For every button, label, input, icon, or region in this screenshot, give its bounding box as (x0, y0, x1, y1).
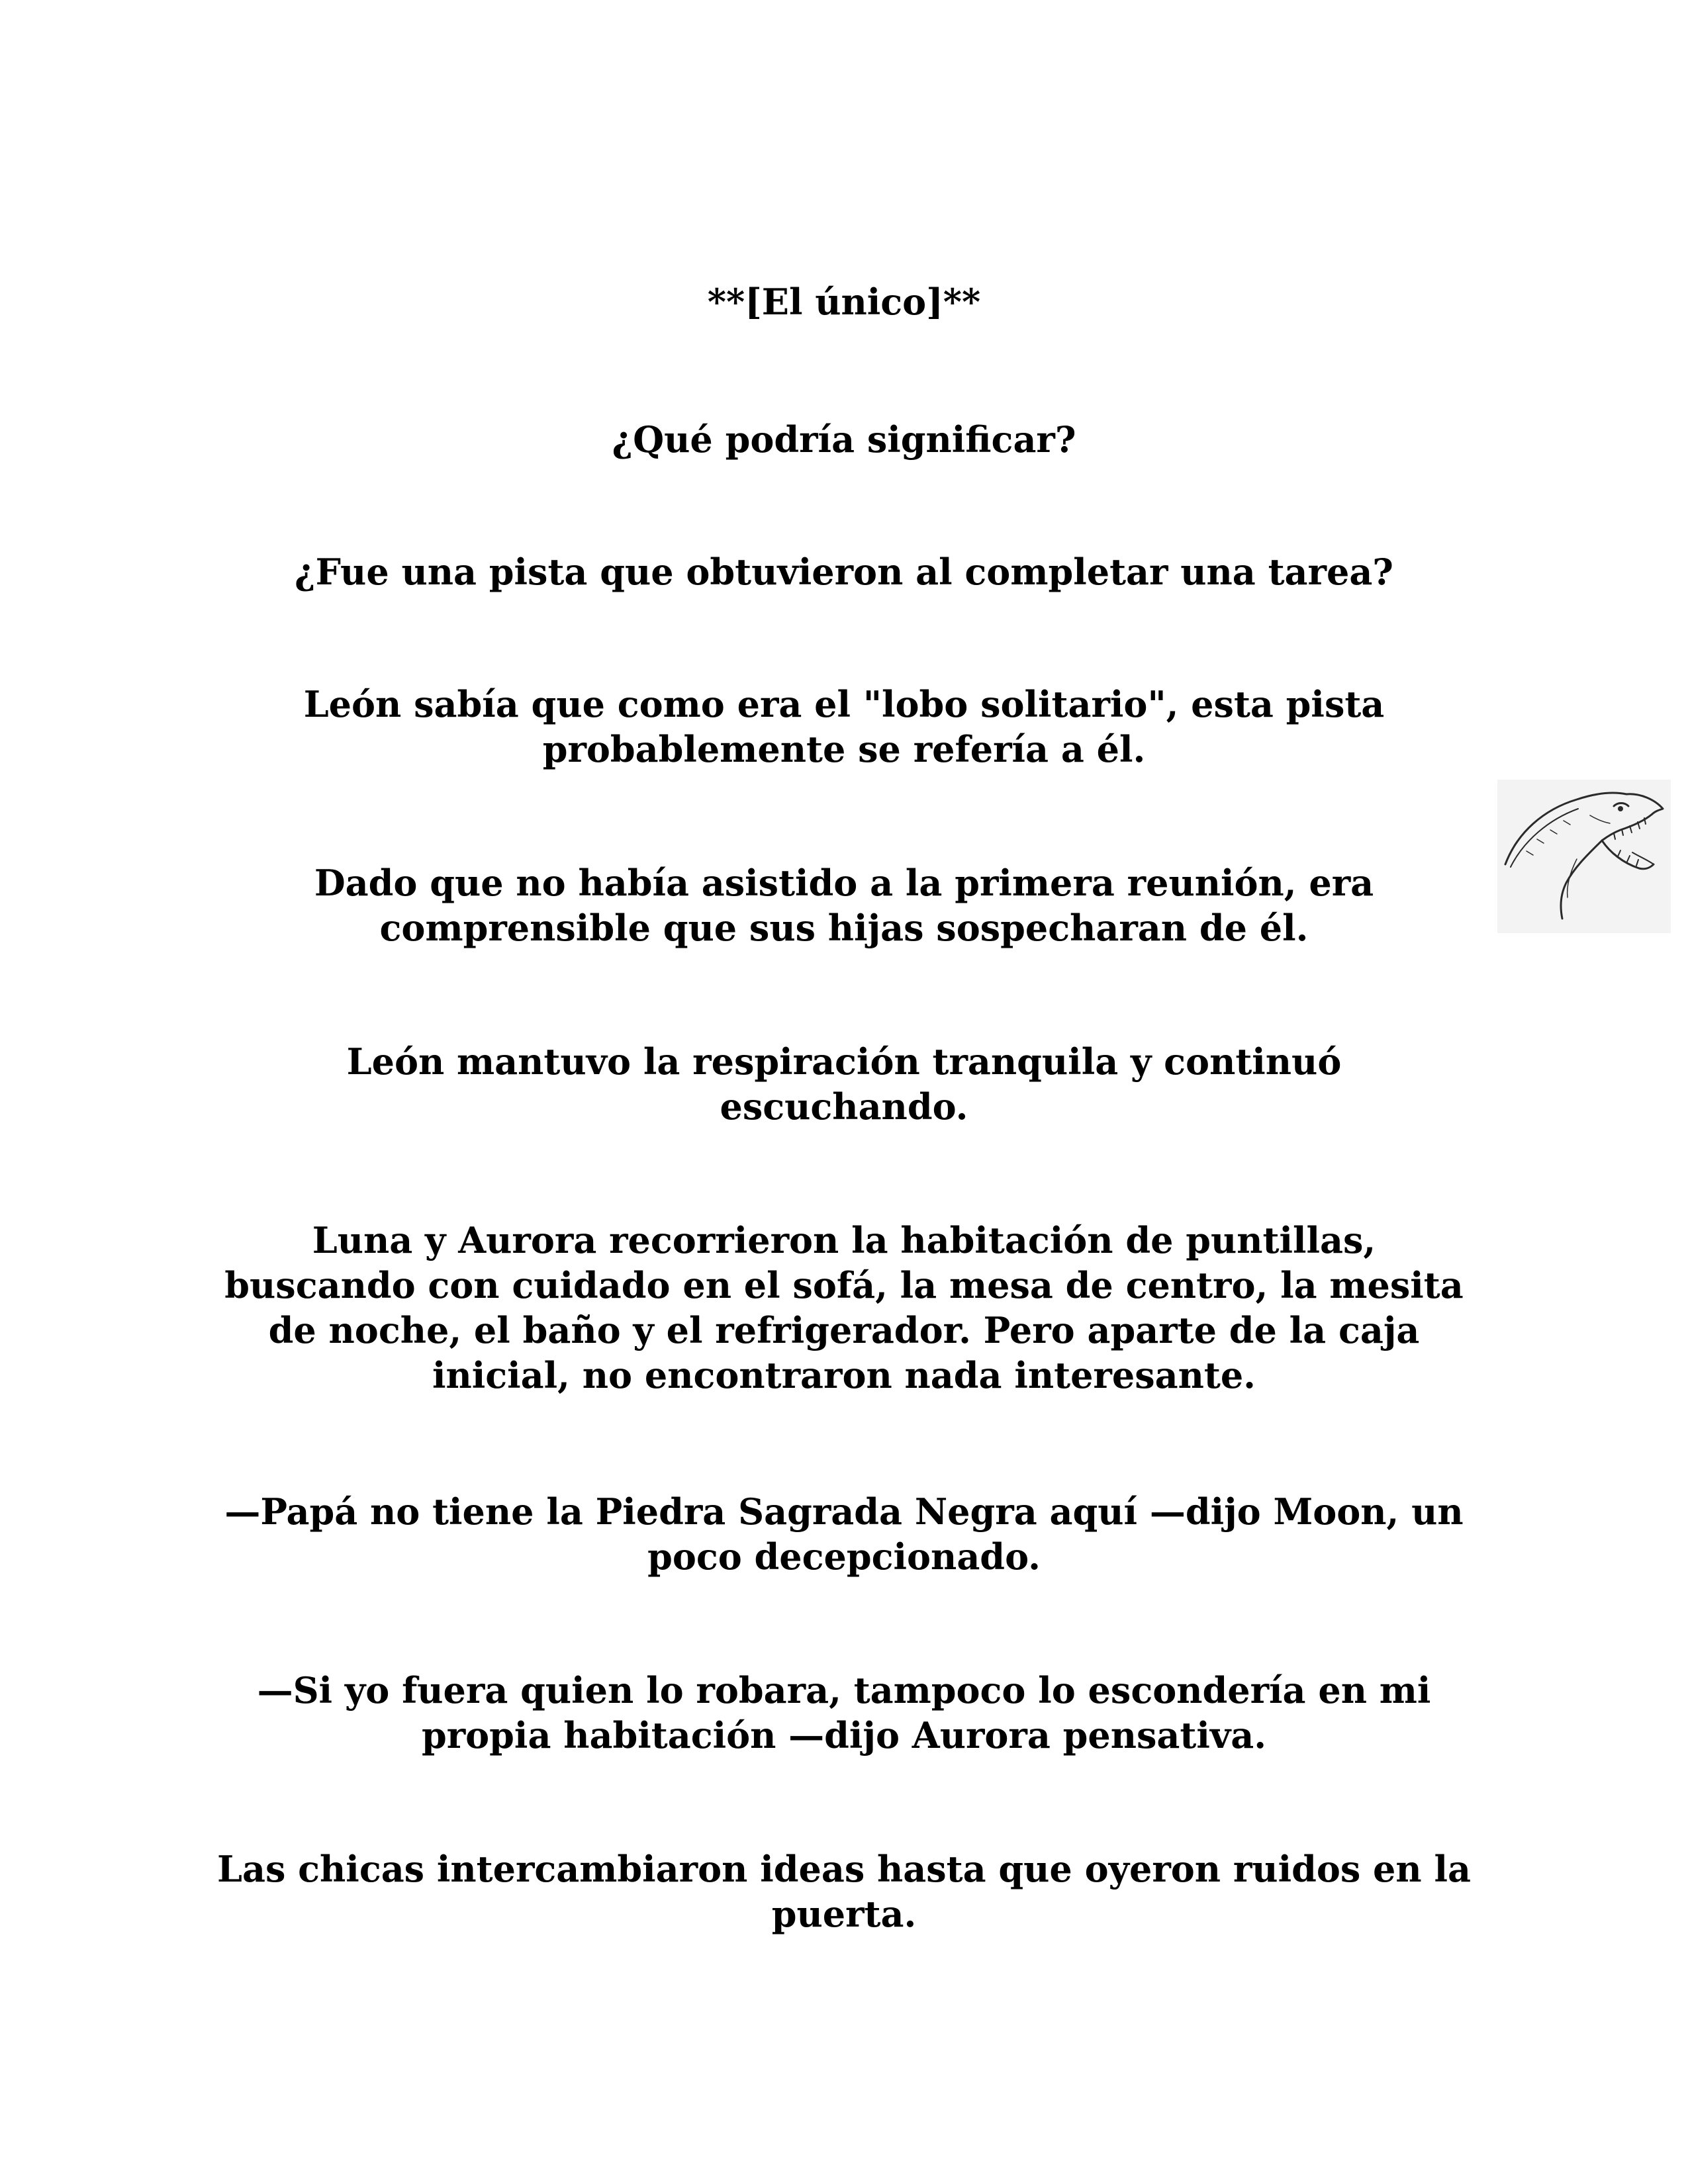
chapter-heading: **[El único]** (707, 281, 981, 323)
dialogue-paragraph: —Si yo fuera quien lo robara, tampoco lo escondería en mi propia habitación —dijo Aurora pensativa. (257, 1669, 1431, 1756)
paragraph: ¿Fue una pista que obtuvieron al completar una tarea? (295, 551, 1393, 593)
dialogue-paragraph: —Papá no tiene la Piedra Sagrada Negra aquí —dijo Moon, un poco decepcionado. (224, 1490, 1464, 1578)
paragraph: León mantuvo la respiración tranquila y continuó escuchando. (346, 1040, 1342, 1128)
paragraph: ¿Qué podría significar? (612, 418, 1076, 461)
dinosaur-sketch-icon (1497, 780, 1671, 933)
paragraph: Luna y Aurora recorrieron la habitación de puntillas, buscando con cuidado en el sofá, la mesa de centro, la mesita de noche, el baño y el refrigerador. Pero aparte de la caja inicial, no encontraron nada interesante. (224, 1219, 1464, 1396)
paragraph: Las chicas intercambiaron ideas hasta que oyeron ruidos en la puerta. (217, 1848, 1471, 1935)
paragraph: Dado que no había asistido a la primera reunión, era comprensible que sus hijas sospecharan de él. (314, 862, 1374, 949)
paragraph: León sabía que como era el "lobo solitario", esta pista probablemente se refería a él. (303, 683, 1385, 770)
